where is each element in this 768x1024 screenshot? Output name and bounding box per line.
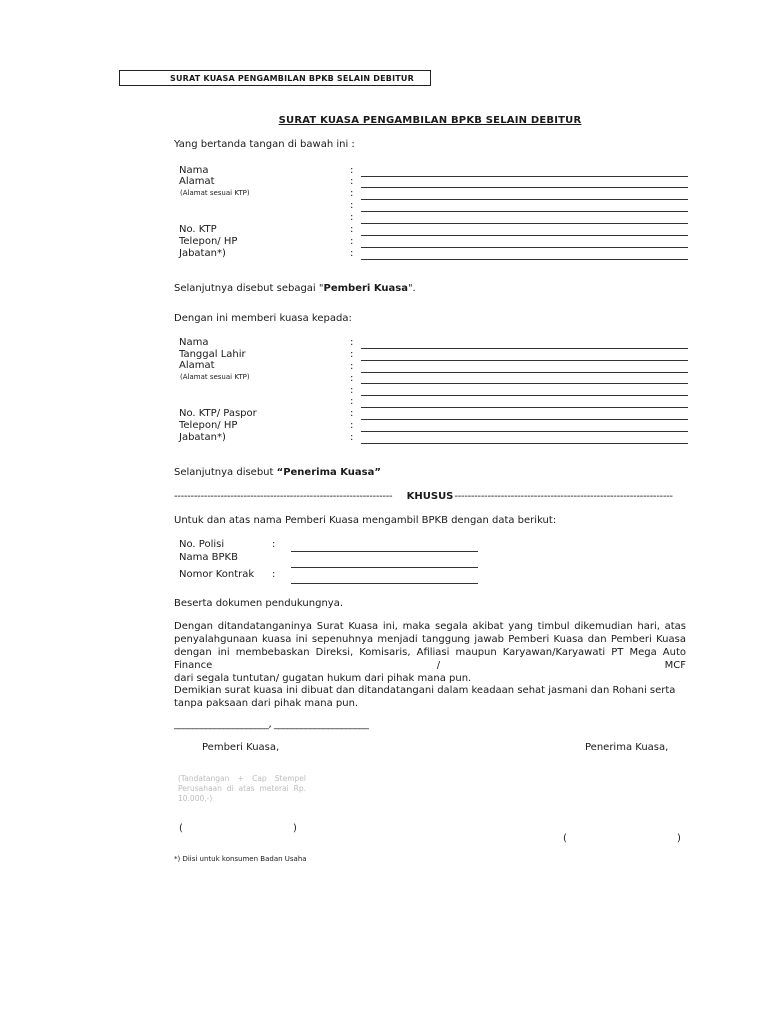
- grantee-telepon-field[interactable]: [361, 431, 688, 432]
- colon: :: [350, 373, 354, 384]
- grantee-alamat-field-3[interactable]: [361, 395, 688, 396]
- nama-bpkb-field[interactable]: [291, 567, 478, 568]
- grantor-statement: [174, 283, 416, 294]
- colon: :: [350, 420, 354, 431]
- grantor-alamat-label: Alamat: [179, 176, 215, 187]
- footnote: *) Diisi untuk konsumen Badan Usaha: [174, 855, 307, 863]
- grantor-sign-close-paren: ): [293, 823, 297, 834]
- grantee-alamat-field-2[interactable]: [361, 383, 688, 384]
- grantee-sign-open-paren: (: [563, 833, 567, 844]
- khusus-divider: [174, 491, 686, 502]
- colon: :: [350, 408, 354, 419]
- grantee-sign-close-paren: ): [677, 833, 681, 844]
- grantor-alamat-field-1[interactable]: [361, 187, 688, 188]
- grantor-alamat-note: (Alamat sesuai KTP): [180, 189, 250, 197]
- colon: :: [350, 361, 354, 372]
- colon: :: [350, 248, 354, 259]
- intro-text: Yang bertanda tangan di bawah ini :: [174, 139, 355, 150]
- grantee-statement: [174, 467, 381, 478]
- colon: :: [350, 385, 354, 396]
- date-blank[interactable]: _____________________: [273, 719, 369, 730]
- header-title-box: SURAT KUASA PENGAMBILAN BPKB SELAIN DEBITUR: [119, 70, 431, 86]
- polisi-label: No. Polisi: [179, 539, 225, 550]
- stamp-note: (Tandatangan + Cap Stempel Perusahaan di atas meterai Rp. 10.000,-): [178, 774, 306, 803]
- colon: :: [272, 569, 276, 580]
- purpose-text: Untuk dan atas nama Pemberi Kuasa mengambil BPKB dengan data berikut:: [174, 515, 557, 526]
- grantor-alamat-field-4[interactable]: [361, 223, 688, 224]
- grantor-alamat-field-3[interactable]: [361, 211, 688, 212]
- grantor-nama-label: Nama: [179, 165, 209, 176]
- colon: :: [350, 212, 354, 223]
- grantee-alamat-label: Alamat: [179, 360, 215, 371]
- grantor-signature-label: Pemberi Kuasa,: [202, 742, 280, 753]
- colon: :: [350, 432, 354, 443]
- grantor-nama-field[interactable]: [361, 176, 688, 177]
- grantee-statement-before: Selanjutnya disebut: [174, 467, 277, 478]
- grantor-alamat-field-2[interactable]: [361, 199, 688, 200]
- closing-paragraph: Demikian surat kuasa ini dibuat dan ditandatangani dalam keadaan sehat jasmani dan Rohani serta tanpa paksaan dari pihak mana pun.: [174, 685, 676, 709]
- colon: :: [350, 165, 354, 176]
- grantor-statement-after: ".: [407, 283, 416, 294]
- grant-intro: Dengan ini memberi kuasa kepada:: [174, 313, 352, 324]
- grantee-tanggal-lahir-label: Tanggal Lahir: [179, 349, 246, 360]
- colon: :: [350, 224, 354, 235]
- place-date-separator: ,: [268, 719, 272, 730]
- colon: :: [350, 188, 354, 199]
- supporting-docs-text: Beserta dokumen pendukungnya.: [174, 598, 344, 609]
- grantee-signature-label: Penerima Kuasa,: [585, 742, 669, 753]
- grantor-ktp-field[interactable]: [361, 235, 688, 236]
- colon: :: [350, 337, 354, 348]
- grantee-nama-field[interactable]: [361, 348, 688, 349]
- colon: :: [350, 349, 354, 360]
- colon: :: [350, 396, 354, 407]
- divider-dashes-right: ------------------------------------------------------------------: [454, 491, 673, 502]
- liability-paragraph: [174, 620, 686, 685]
- colon: :: [350, 176, 354, 187]
- kontrak-field[interactable]: [291, 583, 478, 584]
- liability-text-last: dari segala tuntutan/ gugatan hukum dari pihak mana pun.: [174, 673, 472, 684]
- divider-label: KHUSUS: [406, 491, 454, 502]
- grantee-ktp-label: No. KTP/ Paspor: [179, 408, 257, 419]
- grantee-alamat-field-1[interactable]: [361, 372, 688, 373]
- grantor-telepon-label: Telepon/ HP: [179, 236, 238, 247]
- grantor-ktp-label: No. KTP: [179, 224, 217, 235]
- kontrak-label: Nomor Kontrak: [179, 569, 255, 580]
- grantee-alamat-note: (Alamat sesuai KTP): [180, 373, 250, 381]
- grantor-jabatan-field[interactable]: [361, 259, 688, 260]
- grantee-jabatan-label: Jabatan*): [179, 432, 226, 443]
- polisi-field[interactable]: [291, 551, 478, 552]
- grantee-tanggal-lahir-field[interactable]: [361, 360, 688, 361]
- place-date-line: [174, 719, 368, 730]
- place-blank[interactable]: _____________________: [174, 719, 269, 730]
- grantor-statement-before: Selanjutnya disebut sebagai ": [174, 283, 324, 294]
- colon: :: [272, 539, 276, 550]
- grantee-alamat-field-4[interactable]: [361, 407, 688, 408]
- liability-text: Dengan ditandatanganinya Surat Kuasa ini, maka segala akibat yang timbul dikemudian hari, atas penyalahgunaan kuasa ini sepenuhnya menjadi tanggung jawab Pemberi Kuasa dan Pemberi Kuasa dengan ini membebaskan Direksi, Komisaris, Afiliasi maupun Karyawan/Karyawati PT Mega Auto Finance / MCF: [174, 621, 686, 671]
- grantee-jabatan-field[interactable]: [361, 443, 688, 444]
- nama-bpkb-label: Nama BPKB: [179, 552, 238, 563]
- grantee-statement-bold: “Penerima Kuasa”: [276, 467, 381, 478]
- grantee-telepon-label: Telepon/ HP: [179, 420, 238, 431]
- grantor-sign-open-paren: (: [179, 823, 183, 834]
- grantee-ktp-field[interactable]: [361, 419, 688, 420]
- grantor-telepon-field[interactable]: [361, 247, 688, 248]
- colon: :: [350, 236, 354, 247]
- grantor-jabatan-label: Jabatan*): [179, 248, 226, 259]
- divider-dashes-left: ------------------------------------------------------------------: [174, 491, 393, 502]
- grantee-nama-label: Nama: [179, 337, 209, 348]
- colon: :: [350, 200, 354, 211]
- document-title: SURAT KUASA PENGAMBILAN BPKB SELAIN DEBITUR: [278, 115, 582, 126]
- grantor-statement-bold: Pemberi Kuasa: [323, 283, 408, 294]
